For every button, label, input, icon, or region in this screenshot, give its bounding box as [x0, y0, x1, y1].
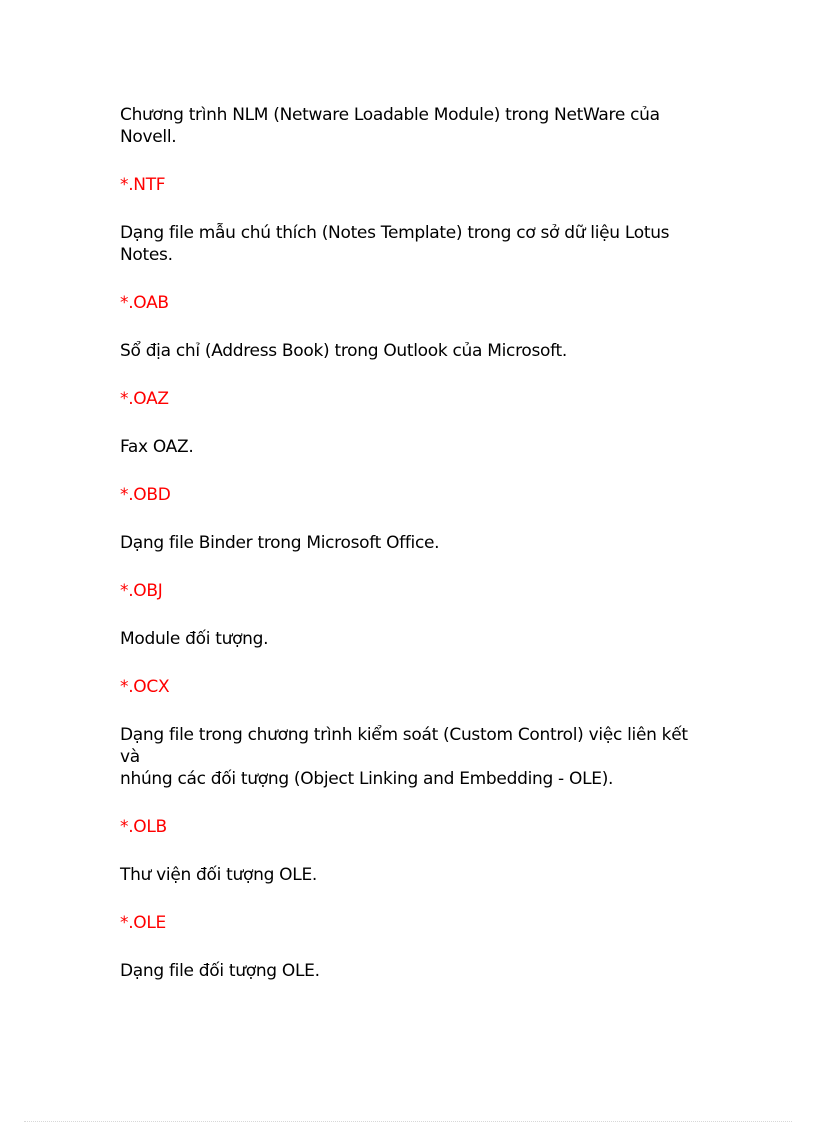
text-line: *.OAB	[120, 293, 169, 313]
extension-description	[120, 340, 710, 362]
file-extension-heading	[120, 676, 710, 698]
text-line: Dạng file đối tượng OLE.	[120, 961, 320, 981]
file-extension-heading	[120, 912, 710, 934]
file-extension-heading	[120, 388, 710, 410]
page-bottom-border	[24, 1121, 792, 1122]
file-extension-heading	[120, 580, 710, 602]
text-line: *.OCX	[120, 677, 170, 697]
text-line: Dạng file trong chương trình kiểm soát (Custom Control) việc liên kết	[120, 725, 688, 745]
text-line: *.OBJ	[120, 581, 163, 601]
extension-description	[120, 864, 710, 886]
text-line: Novell.	[120, 127, 177, 147]
text-line: Dạng file Binder trong Microsoft Office.	[120, 533, 440, 553]
extension-description	[120, 436, 710, 458]
text-line: Chương trình NLM (Netware Loadable Module) trong NetWare của	[120, 105, 660, 125]
extension-description	[120, 724, 710, 790]
file-extension-heading	[120, 174, 710, 196]
extension-description	[120, 960, 710, 982]
text-line: *.OLE	[120, 913, 166, 933]
extension-description	[120, 532, 710, 554]
text-line: Sổ địa chỉ (Address Book) trong Outlook của Microsoft.	[120, 341, 568, 361]
document-body	[120, 104, 710, 1008]
extension-description	[120, 104, 710, 148]
text-line: Dạng file mẫu chú thích (Notes Template) trong cơ sở dữ liệu Lotus	[120, 223, 670, 243]
text-line: nhúng các đối tượng (Object Linking and Embedding - OLE).	[120, 769, 614, 789]
text-line: *.OBD	[120, 485, 171, 505]
file-extension-heading	[120, 816, 710, 838]
file-extension-heading	[120, 484, 710, 506]
text-line: *.OLB	[120, 817, 167, 837]
text-line: và	[120, 747, 140, 767]
text-line: Module đối tượng.	[120, 629, 269, 649]
extension-description	[120, 222, 710, 266]
text-line: *.NTF	[120, 175, 166, 195]
text-line: Notes.	[120, 245, 173, 265]
extension-description	[120, 628, 710, 650]
text-line: Fax OAZ.	[120, 437, 194, 457]
file-extension-heading	[120, 292, 710, 314]
text-line: *.OAZ	[120, 389, 169, 409]
text-line: Thư viện đối tượng OLE.	[120, 865, 317, 885]
